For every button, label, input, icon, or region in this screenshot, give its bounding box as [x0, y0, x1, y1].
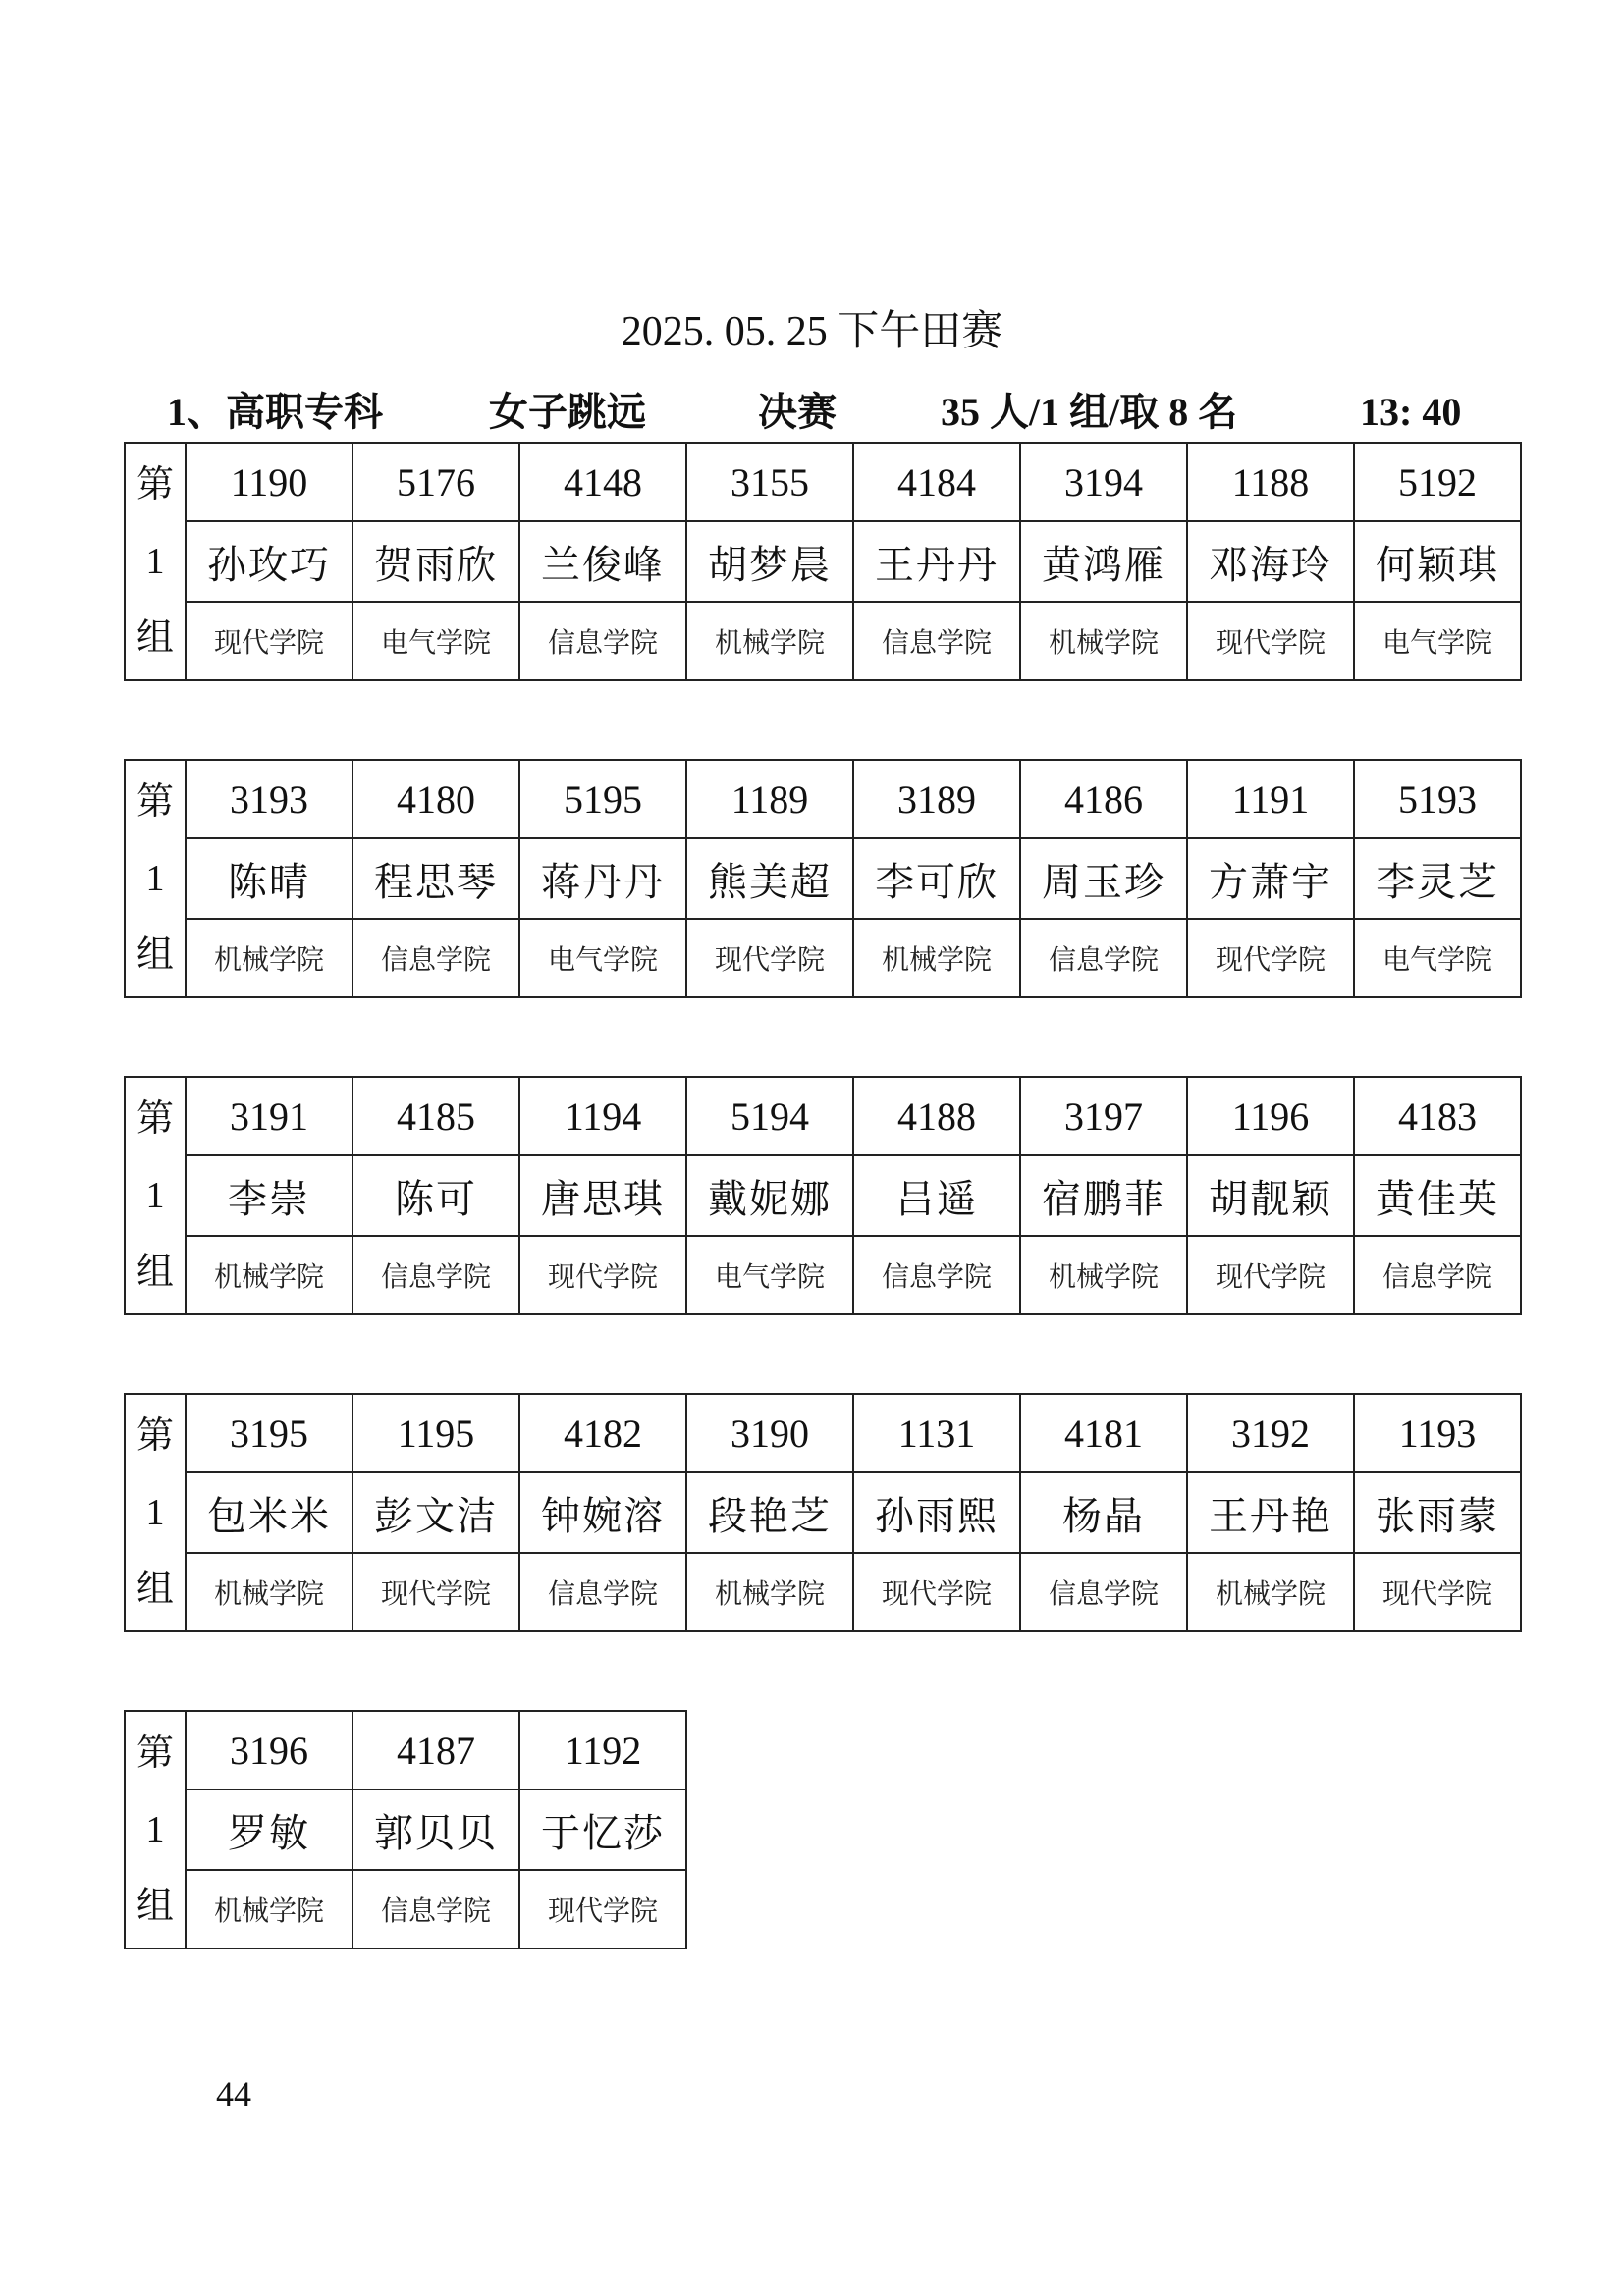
athlete-bib: 1189: [686, 760, 853, 838]
athlete-college: 机械学院: [1187, 1553, 1354, 1631]
athlete-college: 信息学院: [352, 1236, 519, 1314]
athlete-bib: 4180: [352, 760, 519, 838]
group-row-college: [125, 1236, 1521, 1314]
group-row-college: [125, 602, 1521, 680]
athlete-name: 熊美超: [686, 838, 853, 919]
athlete-name: 李可欣: [853, 838, 1020, 919]
athlete-college: 信息学院: [352, 919, 519, 997]
group-table: [124, 1393, 1522, 1632]
athlete-name: 孙雨熙: [853, 1472, 1020, 1553]
athlete-name: 程思琴: [352, 838, 519, 919]
athlete-college: 现代学院: [686, 919, 853, 997]
athlete-name: 宿鹏菲: [1020, 1155, 1187, 1236]
event-format: 35 人/1 组/取 8 名: [941, 390, 1238, 434]
athlete-bib: 4182: [519, 1394, 686, 1472]
athlete-name: 陈晴: [186, 838, 352, 919]
athlete-name: 钟婉溶: [519, 1472, 686, 1553]
athlete-bib: 3194: [1020, 443, 1187, 521]
group-label-char: 第: [135, 781, 174, 823]
athlete-bib: 3195: [186, 1394, 352, 1472]
group-label-char: 第: [135, 1415, 174, 1457]
group-label-char: 第: [135, 1733, 174, 1774]
athlete-college: 机械学院: [1020, 602, 1187, 680]
athlete-bib: 4183: [1354, 1077, 1521, 1155]
athlete-college: 信息学院: [519, 1553, 686, 1631]
group-label-char: 组: [135, 1252, 174, 1293]
athlete-name: 周玉珍: [1020, 838, 1187, 919]
group-table: [124, 759, 1522, 998]
group-label: [125, 1394, 186, 1631]
group-label-char: 第: [135, 1098, 174, 1140]
athlete-bib: 5195: [519, 760, 686, 838]
athlete-college: 现代学院: [1187, 1236, 1354, 1314]
group-row-college: [125, 1870, 686, 1949]
athlete-college: 电气学院: [1354, 602, 1521, 680]
athlete-college: 现代学院: [519, 1236, 686, 1314]
athlete-name: 孙玫巧: [186, 521, 352, 602]
athlete-bib: 1194: [519, 1077, 686, 1155]
athlete-bib: 1188: [1187, 443, 1354, 521]
athlete-bib: 1193: [1354, 1394, 1521, 1472]
athlete-college: 电气学院: [519, 919, 686, 997]
athlete-name: 张雨蒙: [1354, 1472, 1521, 1553]
group-row-name: [125, 1155, 1521, 1236]
group-row-college: [125, 1553, 1521, 1631]
athlete-college: 信息学院: [853, 602, 1020, 680]
athlete-name: 段艳芝: [686, 1472, 853, 1553]
athlete-college: 机械学院: [186, 919, 352, 997]
athlete-name: 胡梦晨: [686, 521, 853, 602]
athlete-college: 机械学院: [186, 1236, 352, 1314]
athlete-bib: 3190: [686, 1394, 853, 1472]
group-row-bib: [125, 443, 1521, 521]
athlete-bib: 3189: [853, 760, 1020, 838]
group-row-bib: [125, 1394, 1521, 1472]
athlete-college: 机械学院: [186, 1553, 352, 1631]
group-row-bib: [125, 1711, 686, 1789]
athlete-bib: 1195: [352, 1394, 519, 1472]
athlete-college: 现代学院: [1354, 1553, 1521, 1631]
athlete-bib: 1190: [186, 443, 352, 521]
group-label-char: 组: [135, 617, 174, 659]
athlete-name: 郭贝贝: [352, 1789, 519, 1870]
athlete-name: 杨晶: [1020, 1472, 1187, 1553]
athlete-college: 信息学院: [1354, 1236, 1521, 1314]
athlete-college: 现代学院: [352, 1553, 519, 1631]
group-row-bib: [125, 1077, 1521, 1155]
athlete-college: 现代学院: [519, 1870, 686, 1949]
group-label-char: 1: [145, 1175, 165, 1216]
athlete-bib: 4188: [853, 1077, 1020, 1155]
athlete-name: 戴妮娜: [686, 1155, 853, 1236]
athlete-name: 黄鸿雁: [1020, 521, 1187, 602]
athlete-college: 现代学院: [1187, 602, 1354, 680]
athlete-college: 现代学院: [853, 1553, 1020, 1631]
event-number: 1、高职专科: [167, 390, 383, 434]
athlete-name: 邓海玲: [1187, 521, 1354, 602]
group-table: [124, 1076, 1522, 1315]
group-label-char: 组: [135, 934, 174, 976]
athlete-college: 电气学院: [1354, 919, 1521, 997]
group-label: [125, 1077, 186, 1314]
athlete-bib: 4185: [352, 1077, 519, 1155]
athlete-bib: 3191: [186, 1077, 352, 1155]
athlete-name: 贺雨欣: [352, 521, 519, 602]
athlete-bib: 5194: [686, 1077, 853, 1155]
group-table: [124, 1710, 687, 1949]
athlete-name: 罗敏: [186, 1789, 352, 1870]
event-round: 决赛: [758, 390, 837, 434]
event-info-line: [167, 383, 1483, 442]
group-row-college: [125, 919, 1521, 997]
athlete-college: 机械学院: [186, 1870, 352, 1949]
athlete-name: 何颖琪: [1354, 521, 1521, 602]
athlete-college: 电气学院: [686, 1236, 853, 1314]
athlete-bib: 3197: [1020, 1077, 1187, 1155]
group-table: [124, 442, 1522, 681]
athlete-bib: 4181: [1020, 1394, 1187, 1472]
athlete-college: 机械学院: [686, 602, 853, 680]
athlete-bib: 1191: [1187, 760, 1354, 838]
athlete-name: 方萧宇: [1187, 838, 1354, 919]
athlete-bib: 3155: [686, 443, 853, 521]
athlete-name: 彭文洁: [352, 1472, 519, 1553]
athlete-name: 陈可: [352, 1155, 519, 1236]
athlete-bib: 3193: [186, 760, 352, 838]
athlete-bib: 5193: [1354, 760, 1521, 838]
athlete-bib: 4186: [1020, 760, 1187, 838]
group-label-char: 第: [135, 464, 174, 506]
event-time: 13: 40: [1360, 390, 1462, 434]
athlete-name: 于忆莎: [519, 1789, 686, 1870]
group-label: [125, 1711, 186, 1949]
group-label-char: 1: [145, 1809, 165, 1850]
athlete-college: 机械学院: [853, 919, 1020, 997]
athlete-bib: 4187: [352, 1711, 519, 1789]
athlete-name: 王丹丹: [853, 521, 1020, 602]
event-name: 女子跳远: [489, 390, 646, 434]
athlete-college: 现代学院: [1187, 919, 1354, 997]
group-label: [125, 760, 186, 997]
athlete-name: 蒋丹丹: [519, 838, 686, 919]
athlete-bib: 3196: [186, 1711, 352, 1789]
athlete-college: 信息学院: [519, 602, 686, 680]
athlete-bib: 5176: [352, 443, 519, 521]
athlete-bib: 1131: [853, 1394, 1020, 1472]
page-title: 2025. 05. 25 下午田赛: [621, 309, 1003, 354]
athlete-college: 信息学院: [1020, 919, 1187, 997]
athlete-name: 李灵芝: [1354, 838, 1521, 919]
athlete-name: 包米米: [186, 1472, 352, 1553]
athlete-name: 兰俊峰: [519, 521, 686, 602]
athlete-bib: 1196: [1187, 1077, 1354, 1155]
group-label-char: 1: [145, 858, 165, 899]
athlete-bib: 1192: [519, 1711, 686, 1789]
group-label-char: 组: [135, 1569, 174, 1610]
group-row-bib: [125, 760, 1521, 838]
athlete-name: 唐思琪: [519, 1155, 686, 1236]
athlete-name: 李崇: [186, 1155, 352, 1236]
page-number: 44: [216, 2074, 251, 2113]
athlete-name: 吕遥: [853, 1155, 1020, 1236]
group-label-char: 1: [145, 1492, 165, 1533]
athlete-college: 机械学院: [1020, 1236, 1187, 1314]
group-label-char: 组: [135, 1886, 174, 1927]
athlete-bib: 4184: [853, 443, 1020, 521]
athlete-college: 信息学院: [1020, 1553, 1187, 1631]
athlete-college: 信息学院: [853, 1236, 1020, 1314]
athlete-name: 黄佳英: [1354, 1155, 1521, 1236]
athlete-college: 现代学院: [186, 602, 352, 680]
group-label: [125, 443, 186, 680]
athlete-bib: 3192: [1187, 1394, 1354, 1472]
athlete-bib: 4148: [519, 443, 686, 521]
athlete-name: 王丹艳: [1187, 1472, 1354, 1553]
group-row-name: [125, 838, 1521, 919]
group-row-name: [125, 1472, 1521, 1553]
athlete-college: 机械学院: [686, 1553, 853, 1631]
group-row-name: [125, 1789, 686, 1870]
athlete-college: 信息学院: [352, 1870, 519, 1949]
group-row-name: [125, 521, 1521, 602]
athlete-name: 胡靓颖: [1187, 1155, 1354, 1236]
athlete-college: 电气学院: [352, 602, 519, 680]
athlete-bib: 5192: [1354, 443, 1521, 521]
group-label-char: 1: [145, 541, 165, 582]
